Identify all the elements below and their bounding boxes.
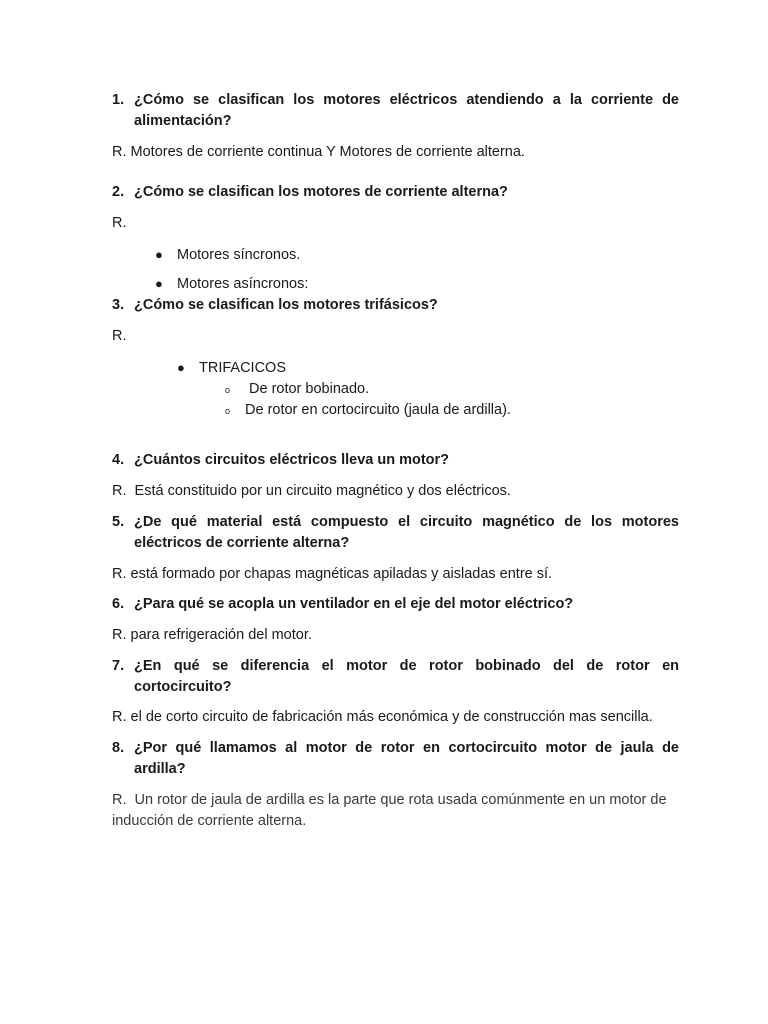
bullet-icon: ● (155, 276, 163, 291)
answer-2-label: R. (112, 215, 127, 231)
hollow-circle-icon: o (225, 406, 231, 416)
bullet-icon: ● (177, 360, 185, 375)
bullet-text: Motores asíncronos: (177, 276, 309, 292)
question-text: ¿En qué se diferencia el motor de rotor bobinado del de rotor en cortocircuito? (134, 658, 679, 695)
question-number: 3. (112, 297, 125, 313)
bullet-item (177, 358, 286, 378)
question-text: ¿Cómo se clasifican los motores eléctricos atendiendo a la corriente de alimentación? (134, 92, 679, 129)
question-6 (112, 594, 679, 615)
sub-item (225, 400, 511, 421)
answer-8: R. Un rotor de jaula de ardilla es la parte que rota usada comúnmente en un motor de inducción de corriente alterna. (112, 792, 671, 829)
question-number: 1. (112, 92, 125, 108)
bullet-text: TRIFACICOS (199, 360, 287, 376)
question-text: ¿Para qué se acopla un ventilador en el eje del motor eléctrico? (134, 596, 574, 612)
answer-1: R. Motores de corriente continua Y Motores de corriente alterna. (112, 144, 525, 160)
bullet-item (155, 274, 308, 294)
question-text: ¿Por qué llamamos al motor de rotor en cortocircuito motor de jaula de ardilla? (134, 740, 679, 777)
question-5 (112, 512, 679, 554)
answer-6: R. para refrigeración del motor. (112, 627, 312, 643)
question-7 (112, 656, 679, 698)
question-1 (112, 90, 679, 132)
question-number: 5. (112, 514, 125, 530)
answer-3-label: R. (112, 328, 127, 344)
question-2 (112, 182, 679, 203)
answer-4: R. Está constituido por un circuito magnético y dos eléctricos. (112, 483, 511, 499)
question-number: 2. (112, 184, 125, 200)
question-text: ¿De qué material está compuesto el circuito magnético de los motores eléctricos de corriente alterna? (134, 514, 679, 551)
bullet-icon: ● (155, 247, 163, 262)
question-8 (112, 738, 679, 780)
question-3 (112, 295, 679, 316)
hollow-circle-icon: o (225, 385, 231, 395)
question-text: ¿Cómo se clasifican los motores de corriente alterna? (134, 184, 508, 200)
sub-item-text: De rotor en cortocircuito (jaula de ardilla). (245, 402, 511, 418)
sub-item (225, 379, 369, 400)
question-number: 4. (112, 452, 125, 468)
bullet-text: Motores síncronos. (177, 247, 301, 263)
question-number: 8. (112, 740, 125, 756)
question-number: 7. (112, 658, 125, 674)
question-number: 6. (112, 596, 125, 612)
question-4 (112, 450, 679, 471)
sub-item-text: De rotor bobinado. (249, 381, 370, 397)
question-text: ¿Cuántos circuitos eléctricos lleva un motor? (134, 452, 450, 468)
bullet-item (155, 245, 300, 265)
answer-7: R. el de corto circuito de fabricación más económica y de construcción mas sencilla. (112, 709, 653, 725)
question-text: ¿Cómo se clasifican los motores trifásicos? (134, 297, 438, 313)
answer-5: R. está formado por chapas magnéticas apiladas y aisladas entre sí. (112, 566, 553, 582)
